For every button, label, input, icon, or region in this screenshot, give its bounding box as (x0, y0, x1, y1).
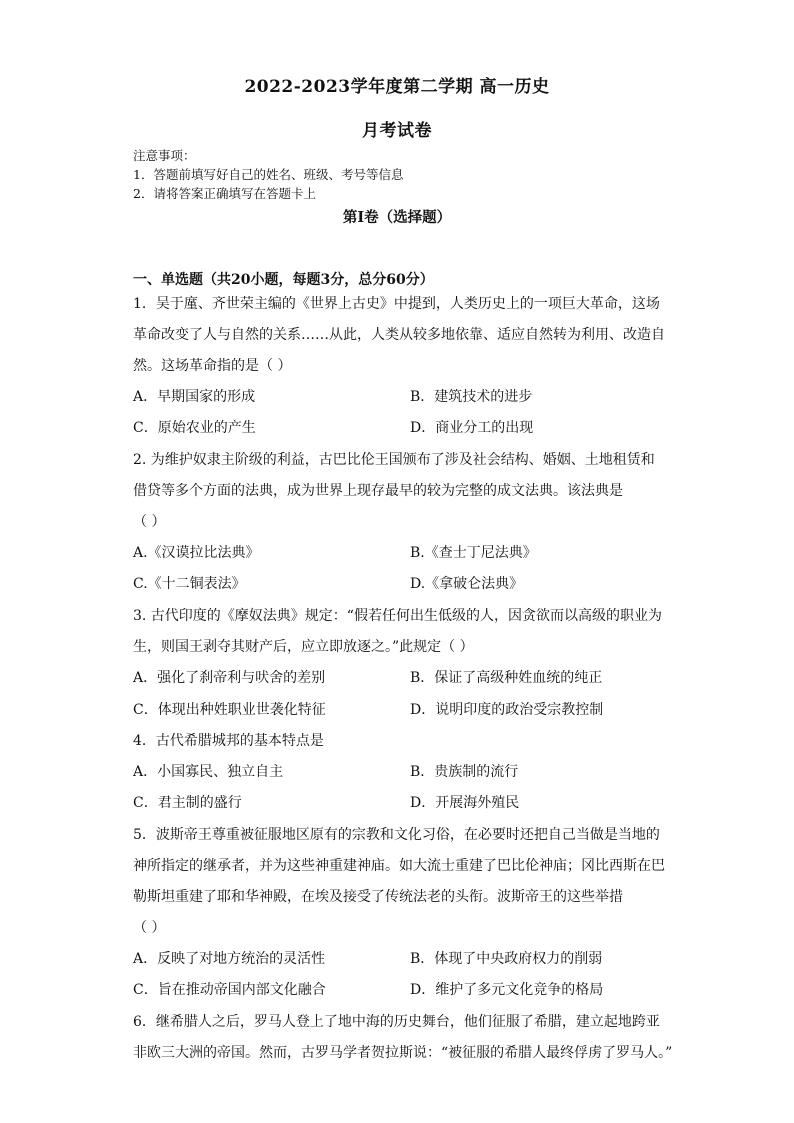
question-4-option-d: D．开展海外殖民 (410, 795, 520, 811)
question-2-option-d: D.《拿破仑法典》 (410, 576, 524, 592)
question-5-option-a: A．反映了对地方统治的灵活性 (133, 951, 326, 967)
section-heading: 一、单选题（共20小题，每题3分，总分60分） (133, 272, 434, 288)
notice-heading: 注意事项： (133, 148, 196, 163)
question-1-option-d: D．商业分工的出现 (410, 420, 534, 436)
question-1-line: 1．吴于廑、齐世荣主编的《世界上古史》中提到，人类历史上的一项巨大革命，这场 (133, 296, 660, 312)
question-2-option-a: A.《汉谟拉比法典》 (133, 545, 260, 561)
part-title: 第I卷（选择题） (342, 209, 452, 226)
notice-item: 1．答题前填写好自己的姓名、班级、考号等信息 (133, 167, 404, 182)
question-1-option-c: C．原始农业的产生 (133, 420, 256, 436)
question-1-line: 然。这场革命指的是（ ） (133, 358, 292, 374)
question-4-option-a: A．小国寡民、独立自主 (133, 764, 284, 780)
question-3-option-a: A．强化了刹帝利与吠舍的差别 (133, 670, 326, 686)
exam-title: 2022-2023学年度第二学期 高一历史 (244, 77, 550, 97)
question-5-option-b: B．体现了中央政府权力的削弱 (410, 951, 603, 967)
question-5-option-d: D．维护了多元文化竞争的格局 (410, 982, 604, 998)
question-2-option-b: B.《查士丁尼法典》 (410, 545, 537, 561)
question-5-line: （ ） (133, 920, 166, 936)
question-1-option-b: B．建筑技术的进步 (410, 389, 533, 405)
question-3-option-d: D．说明印度的政治受宗教控制 (410, 702, 604, 718)
question-2-line: 借贷等多个方面的法典，成为世界上现存最早的较为完整的成文法典。该法典是 (133, 483, 623, 499)
question-3-line: 3. 古代印度的《摩奴法典》规定：“假若任何出生低级的人，因贪欲而以高级的职业为 (133, 608, 662, 624)
question-6-line: 6．继希腊人之后，罗马人登上了地中海的历史舞台，他们征服了希腊，建立起地跨亚 (133, 1014, 660, 1030)
question-5-line: 神所指定的继承者，并为这些神重建神庙。如大流士重建了巴比伦神庙；冈比西斯在巴 (133, 858, 665, 874)
question-5-option-c: C．旨在推动帝国内部文化融合 (133, 982, 326, 998)
question-2-option-c: C.《十二铜表法》 (133, 576, 246, 592)
question-5-line: 勒斯坦重建了耶和华神殿，在埃及接受了传统法老的头衔。波斯帝王的这些举措 (133, 889, 623, 905)
question-2-line: （ ） (133, 514, 166, 530)
notice-item: 2．请将答案正确填写在答题卡上 (133, 186, 316, 201)
question-5-line: 5．波斯帝王尊重被征服地区原有的宗教和文化习俗，在必要时还把自己当做是当地的 (133, 827, 660, 843)
question-1-line: 革命改变了人与自然的关系……从此，人类从较多地依靠、适应自然转为利用、改造自 (133, 327, 665, 343)
question-3-option-b: B．保证了高级种姓血统的纯正 (410, 670, 603, 686)
question-2-line: 2. 为维护奴隶主阶级的利益，古巴比伦王国颁布了涉及社会结构、婚姻、土地租赁和 (133, 452, 655, 468)
question-3-option-c: C．体现出种姓职业世袭化特征 (133, 702, 326, 718)
question-4-option-c: C．君主制的盛行 (133, 795, 242, 811)
question-3-line: 生，则国王剥夺其财产后，应立即放逐之。”此规定（ ） (133, 639, 474, 655)
question-4-option-b: B．贵族制的流行 (410, 764, 519, 780)
exam-subtitle: 月考试卷 (362, 121, 432, 141)
question-4-line: 4．古代希腊城邦的基本特点是 (133, 733, 324, 749)
question-1-option-a: A．早期国家的形成 (133, 389, 256, 405)
question-6-line: 非欧三大洲的帝国。然而，古罗马学者贺拉斯说：“被征服的希腊人最终俘虏了罗马人。” (133, 1045, 673, 1061)
